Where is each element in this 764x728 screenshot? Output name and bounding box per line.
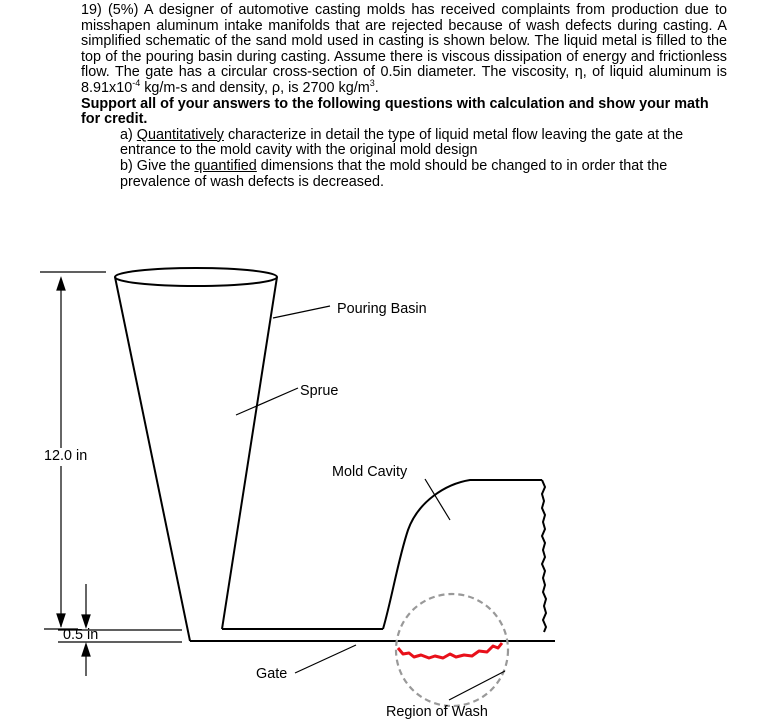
part-a: a) Quantitatively characterize in detail the type of liquid metal flow leaving the gate at the entrance to the mold cavity with the original mold design: [120, 126, 684, 159]
pouring-basin-label: Pouring Basin: [337, 301, 427, 317]
mold-cavity-label: Mold Cavity: [332, 464, 408, 480]
gate-label: Gate: [256, 666, 288, 682]
gate-dimension-label: 0.5 in: [63, 627, 99, 643]
part-b: b) Give the quantified dimensions that the mold should be changed to in order that the prevalence of wash defects is decreased.: [120, 157, 668, 190]
sprue-cone: [115, 268, 277, 641]
problem-intro: 19) (5%) A designer of automotive casting molds has received complaints from production due to misshapen aluminum intake manifolds that are rejected because of wash defects during casting. A simplified schematic of the sand mold used in casting is shown below. The liquid metal is filled to the top of the pouring basin during casting. Assume there is viscous dissipation of energy and frictionless flow. The gate has a circular cross-section of 0.5in diameter. The viscosity, η, of liquid aluminum is $8.91x10^{-4}$ kg/m-s and density, ρ, is 2700 $kg/m^3$.: [81, 2, 727, 96]
wash-region-label: Region of Wash: [386, 704, 488, 720]
wash-region-circle: [396, 594, 508, 706]
height-label: 12.0 in: [44, 448, 88, 464]
sprue-label: Sprue: [300, 383, 339, 399]
wash-defect-line: [398, 643, 502, 658]
gate-and-cavity: [190, 480, 555, 641]
problem-instruction: Support all of your answers to the following questions with calculation and show your math for credit.: [81, 95, 709, 128]
